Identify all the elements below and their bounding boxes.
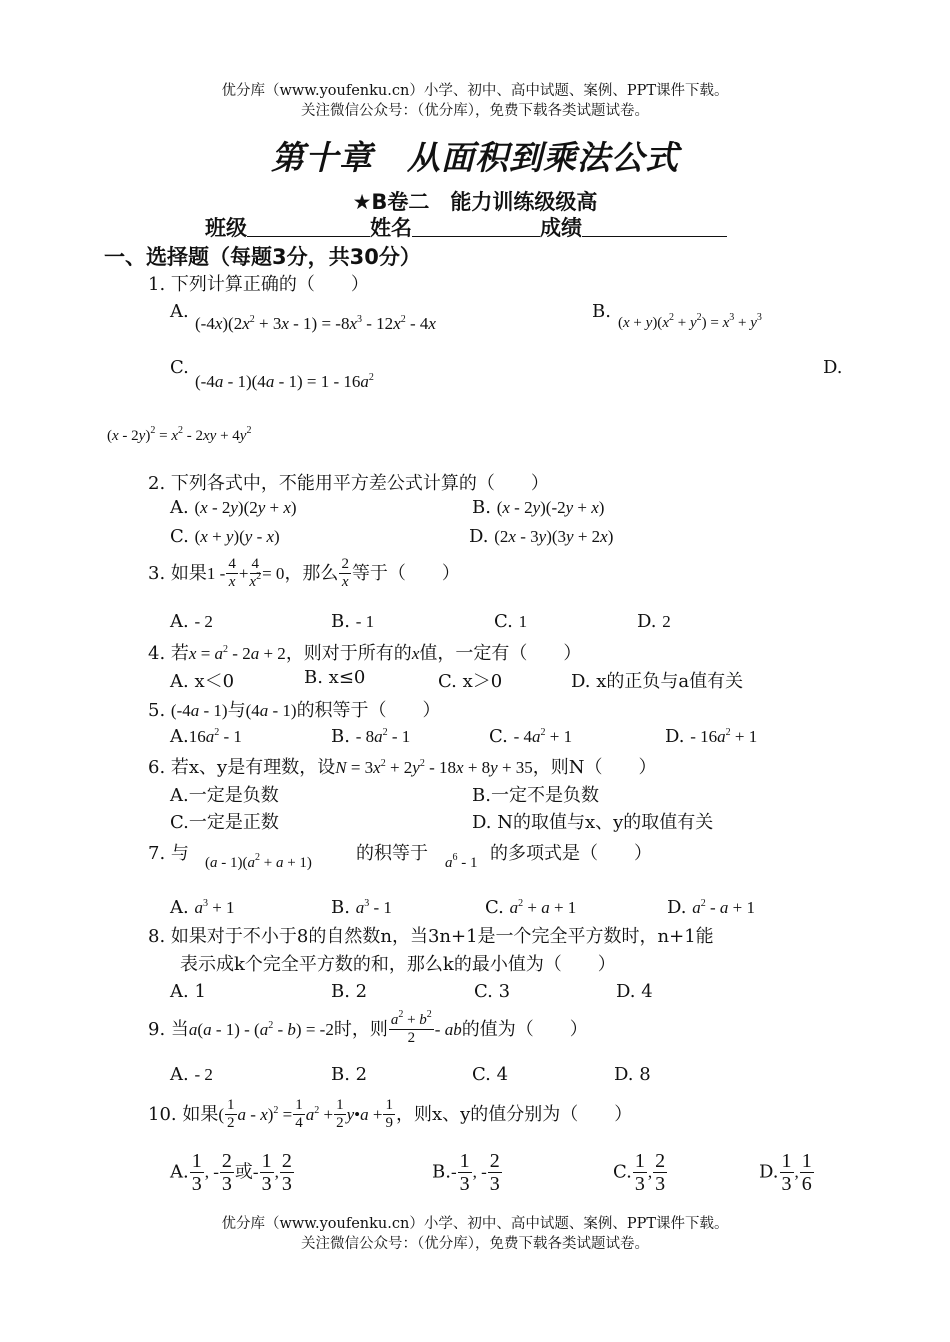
question-7-option-b: B. $a^3 - 1$ xyxy=(331,897,392,918)
question-10-option-b: B.- $\frac{1}{3}$ , - $\frac{2}{3}$ xyxy=(432,1150,500,1195)
question-1-option-a-label: A. xyxy=(170,301,189,322)
question-10-option-c: C. $\frac{1}{3}$ , $\frac{2}{3}$ xyxy=(613,1150,666,1195)
question-1-option-a-expr: $(-4x)(2x^2 + 3x - 1) = -8x^3 - 12x^2 - 4x$ xyxy=(195,314,436,333)
question-7-stem-mid: 的积等于 xyxy=(356,843,428,864)
question-4-stem: 4. 若$x = a^2 - 2a + 2$，则对于所有的x值，一定有（ ） xyxy=(148,643,582,664)
question-2-option-a: A. (x - 2y)(2y + x) xyxy=(170,497,297,518)
question-1-option-d-expr: $(x - 2y)^2 = x^2 - 2xy + 4y^2$ xyxy=(107,425,252,444)
student-info-line xyxy=(205,212,727,242)
question-9-option-a: A. - 2 xyxy=(170,1064,213,1085)
question-2-option-b: B. (x - 2y)(-2y + x) xyxy=(472,497,605,518)
question-10-option-a: A. $\frac{1}{3}$ , - $\frac{2}{3}$ 或- $\frac{1}{3}$ , $\frac{2}{3}$ xyxy=(170,1150,292,1195)
question-2-option-c: C. (x + y)(y - x) xyxy=(170,526,280,547)
question-6-option-d: D. N的取值与x、y的取值有关 xyxy=(472,812,714,833)
question-3-stem: 3. 如果1 - $\frac{4}{x}$ + $\frac{4}{x^2}$ = 0，那么 $\frac{2}{x}$ 等于（ ） xyxy=(148,556,460,591)
class-label: 班级 xyxy=(205,216,247,240)
question-7-option-a: A. $a^3 + 1$ xyxy=(170,897,235,918)
option-label: C. xyxy=(170,526,189,547)
question-7-stem-end: 的多项式是（ ） xyxy=(490,843,652,864)
header-line-1: 优分库（www.youfenku.cn）小学、初中、高中试题、案例、PPT课件下载。 xyxy=(221,83,729,99)
footer-line-1: 优分库（www.youfenku.cn）小学、初中、高中试题、案例、PPT课件下载。 xyxy=(221,1216,729,1232)
question-6-option-a: A.一定是负数 xyxy=(170,785,279,806)
page-title: 第十章 从面积到乘法公式 xyxy=(271,138,679,177)
question-4-option-b: B. x≤0 xyxy=(304,667,366,688)
score-label: 成绩 xyxy=(540,216,582,240)
question-7-expr-1: $(a - 1)(a^2 + a + 1)$ xyxy=(205,852,312,871)
footer-line-2: 关注微信公众号：（优分库），免费下载各类试题试卷。 xyxy=(301,1236,649,1252)
name-blank[interactable] xyxy=(412,214,540,237)
question-8-line-2: 表示成k个完全平方数的和，那么k的最小值为（ ） xyxy=(180,954,616,975)
score-blank[interactable] xyxy=(582,214,727,237)
question-5-option-c: C. - $4a^2 + 1$ xyxy=(489,726,573,747)
question-9-option-b: B. 2 xyxy=(331,1064,368,1085)
class-blank[interactable] xyxy=(247,214,370,237)
question-7-stem-start: 7. 与 xyxy=(148,843,189,864)
option-label: B. xyxy=(472,497,491,518)
question-8-option-c: C. 3 xyxy=(474,981,511,1002)
header-line-2: 关注微信公众号：（优分库），免费下载各类试题试卷。 xyxy=(301,103,649,119)
question-6-option-c: C.一定是正数 xyxy=(170,812,279,833)
page-subtitle: ★B卷二 能力训练级级高 xyxy=(352,190,598,214)
question-5-option-d: D. - $16a^2 + 1$ xyxy=(665,726,758,747)
question-8-line-1: 8. 如果对于不小于8的自然数n，当3n+1是一个完全平方数时，n+1能 xyxy=(148,926,714,947)
question-7-expr-2: $a^6 - 1$ xyxy=(445,852,478,871)
question-3-option-a: A. - 2 xyxy=(170,611,213,632)
option-label: D. xyxy=(469,526,489,547)
question-4-option-d: D. x的正负与a值有关 xyxy=(571,671,744,692)
question-6-stem: 6. 若x、y是有理数，设$N = 3x^2 + 2y^2 - 18x + 8y + 35$，则N（ ） xyxy=(148,757,657,778)
question-6-option-b: B.一定不是负数 xyxy=(472,785,599,806)
question-10-option-d: D. $\frac{1}{3}$ , $\frac{1}{6}$ xyxy=(759,1150,812,1195)
question-1-stem: 1. 下列计算正确的（ ） xyxy=(148,274,369,295)
question-5-stem: 5. (-4a - 1)与(4a - 1)的积等于（ ） xyxy=(148,700,441,721)
question-7-option-c: C. $a^2 + a + 1$ xyxy=(485,897,577,918)
question-3-option-d: D. 2 xyxy=(637,611,671,632)
name-label: 姓名 xyxy=(370,216,412,240)
question-3-option-c: C. 1 xyxy=(494,611,528,632)
question-5-option-a: $A.16a^2 - 1$ xyxy=(170,726,242,747)
question-8-option-d: D. 4 xyxy=(616,981,653,1002)
question-9-stem: 9. 当$a(a - 1) - (a^2 - b) = -2$时，则 $\frac{a^2 + b^2}{2}$ - ab的值为（ ） xyxy=(148,1009,588,1047)
question-10-stem: 10. 如果( $\frac{1}{2}$ a - x)$^2$ = $\frac{1}{4}$ $a^2$ + $\frac{1}{2}$ y•a + $\frac{1}{9}$ ，则x、y的值分别为（ ） xyxy=(148,1097,633,1132)
question-2-option-d: D. (2x - 3y)(3y + 2x) xyxy=(469,526,614,547)
question-4-option-c: C. x＞0 xyxy=(438,671,503,692)
question-1-option-b-expr: $(x + y)(x^2 + y^2) = x^3 + y^3$ xyxy=(618,312,762,331)
question-3-option-b: B. - 1 xyxy=(331,611,375,632)
option-label: A. xyxy=(170,497,189,518)
question-9-option-d: D. 8 xyxy=(614,1064,651,1085)
question-8-option-a: A. 1 xyxy=(170,981,206,1002)
question-8-option-b: B. 2 xyxy=(331,981,368,1002)
question-7-option-d: D. $a^2 - a + 1$ xyxy=(667,897,756,918)
question-1-option-c-label: C. xyxy=(170,357,189,378)
section-heading: 一、选择题（每题3分，共30分） xyxy=(104,245,421,269)
question-1-option-b-label: B. xyxy=(592,301,611,322)
question-9-option-c: C. 4 xyxy=(472,1064,509,1085)
question-1-option-c-expr: $(-4a - 1)(4a - 1) = 1 - 16a^2$ xyxy=(195,372,374,391)
question-1-option-d-label: D. xyxy=(823,357,843,378)
question-4-option-a: A. x＜0 xyxy=(170,671,235,692)
question-2-stem: 2. 下列各式中，不能用平方差公式计算的（ ） xyxy=(148,473,549,494)
question-5-option-b: B. - $8a^2 - 1$ xyxy=(331,726,411,747)
